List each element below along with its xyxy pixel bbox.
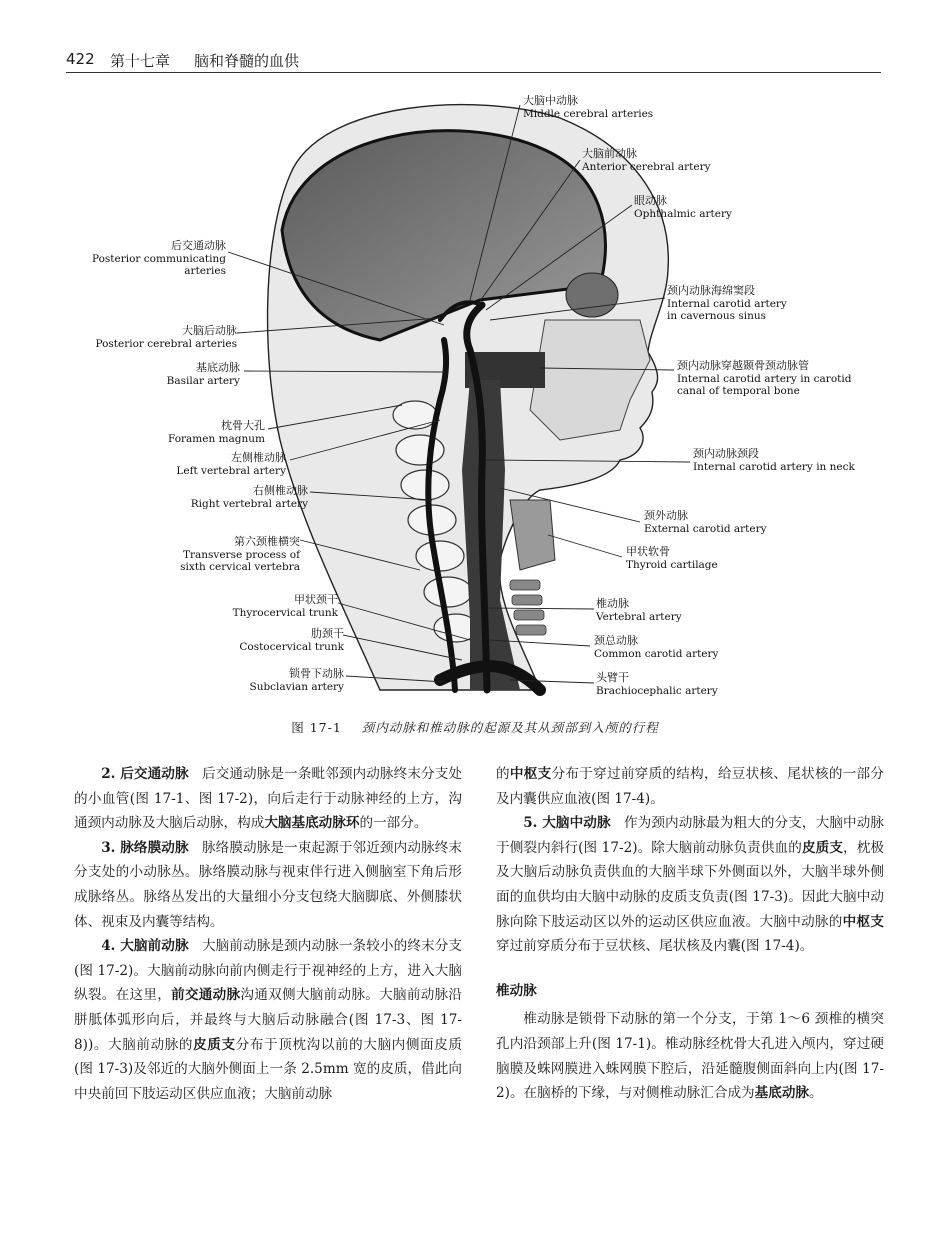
paragraph-choroidal: 3. 脉络膜动脉 脉络膜动脉是一束起源于邻近颈内动脉终末分支处的小动脉丛。脉络膜动脉与视束伴行进入侧脑室下角后形成脉络丛。脉络丛发出的大量细小分支包绕大脑脚底、外侧膝状体、视束及内囊等结构。: [74, 839, 462, 930]
label-foramen-magnum: 枕骨大孔 Foramen magnum: [167, 419, 265, 445]
label-posterior-communicating: 后交通动脉 Posterior communicating arteries: [91, 239, 226, 277]
trachea-rings: [510, 580, 546, 635]
paragraph-continued: 的中枢支分布于穿过前穿质的结构，给豆状核、尾状核的一部分及内囊供应血液(图 17-4)。: [496, 766, 885, 807]
chapter-title: 脑和脊髓的血供: [194, 52, 300, 70]
label-middle-cerebral: 大脑中动脉 Middle cerebral arteries: [523, 94, 654, 120]
label-common-carotid: 颈总动脉 Common carotid artery: [594, 634, 719, 660]
label-thyrocervical: 甲状颈干 Thyrocervical trunk: [232, 593, 338, 619]
label-vertebral: 椎动脉 Vertebral artery: [596, 597, 682, 623]
paragraph-posterior-communicating: 2. 后交通动脉 后交通动脉是一条毗邻颈内动脉终末分支处的小血管(图 17-1、图 17-2)，向后走行于动脉神经的上方，沟通颈内动脉及大脑后动脉，构成大脑基底动脉环的一部分。: [74, 766, 462, 832]
caption-number: 图 17-1: [291, 720, 342, 735]
label-ica-cavernous: 颈内动脉海绵窦段 Internal carotid artery in cavernous sinus: [667, 284, 787, 322]
page-header: [66, 48, 881, 73]
orbit: [566, 273, 618, 317]
label-transverse-process: 第六颈椎横突 Transverse process of sixth cervical vertebra: [180, 535, 300, 573]
label-anterior-cerebral: 大脑前动脉 Anterior cerebral artery: [582, 147, 711, 173]
label-external-carotid: 颈外动脉 External carotid artery: [644, 509, 767, 535]
label-basilar: 基底动脉 Basilar artery: [166, 361, 240, 387]
label-ophthalmic: 眼动脉 Ophthalmic artery: [634, 194, 732, 220]
caption-text: 颈内动脉和椎动脉的起源及其从颈部到入颅的行程: [361, 720, 659, 735]
right-column: [496, 762, 884, 1106]
section-title-vertebral: 椎动脉: [496, 982, 537, 999]
label-subclavian: 锁骨下动脉 Subclavian artery: [249, 667, 344, 693]
label-posterior-cerebral: 大脑后动脉 Posterior cerebral arteries: [95, 324, 237, 350]
chapter-label: 第十七章: [110, 52, 171, 70]
figure-caption: [0, 718, 950, 736]
page-number: 422: [66, 50, 95, 68]
anatomy-figure: [0, 90, 950, 720]
label-ica-neck: 颈内动脉颈段 Internal carotid artery in neck: [693, 447, 855, 473]
label-thyroid-cartilage: 甲状软骨 Thyroid cartilage: [626, 545, 718, 571]
label-right-vertebral: 右侧椎动脉 Right vertebral artery: [190, 484, 308, 510]
label-left-vertebral: 左侧椎动脉 Left vertebral artery: [176, 451, 286, 477]
left-column: [74, 762, 462, 1106]
paragraph-anterior-cerebral: 4. 大脑前动脉 大脑前动脉是颈内动脉一条较小的终末分支(图 17-2)。大脑前动脉向前内侧走行于视神经的上方，进入大脑纵裂。在这里，前交通动脉沟通双侧大脑前动脉。大脑前动脉沿胼胝体弧形向后，并最终与大脑后动脉融合(图 17-3、图 17-8))。大脑前动脉的皮质支分布于顶枕沟以前的大脑内侧面皮质(图 17-3)及邻近的大脑外侧面上一条 2.5mm 宽的皮质，借此向中央前回下肢运动区供应血液；大脑前动脉: [74, 938, 463, 1102]
label-brachiocephalic: 头臂干 Brachiocephalic artery: [596, 671, 718, 697]
label-costocervical: 肋颈干 Costocervical trunk: [239, 627, 344, 653]
label-ica-carotid-canal: 颈内动脉穿越颞骨颈动脉管 Internal carotid artery in carotid canal of temporal bone: [677, 359, 852, 397]
anatomy-illustration: [0, 90, 950, 720]
paragraph-middle-cerebral: 5. 大脑中动脉 作为颈内动脉最为粗大的分支，大脑中动脉于侧裂内斜行(图 17-2)。除大脑前动脉负责供血的皮质支，枕极及大脑后动脉负责供血的大脑半球下外侧面以外，大脑半球外侧面的血供均由大脑中动脉的皮质支负责(图 17-3)。因此大脑中动脉向除下肢运动区以外的运动区供应血液。大脑中动脉的中枢支穿过前穿质分布于豆状核、尾状核及内囊(图 17-4)。: [496, 815, 885, 955]
paragraph-vertebral: 椎动脉是锁骨下动脉的第一个分支，于第 1～6 颈椎的横突孔内沿颈部上升(图 17-1)。椎动脉经枕骨大孔进入颅内，穿过硬脑膜及蛛网膜进入蛛网膜下腔后，沿延髓腹侧面斜向上内(图 17-2)。在脑桥的下缘，与对侧椎动脉汇合成为基底动脉。: [496, 1011, 884, 1102]
heading-middle-cerebral: 5. 大脑中动脉: [523, 815, 611, 832]
heading-posterior-communicating: 2. 后交通动脉: [101, 766, 189, 782]
heading-choroidal: 3. 脉络膜动脉: [101, 839, 189, 856]
heading-anterior-cerebral: 4. 大脑前动脉: [101, 938, 189, 955]
